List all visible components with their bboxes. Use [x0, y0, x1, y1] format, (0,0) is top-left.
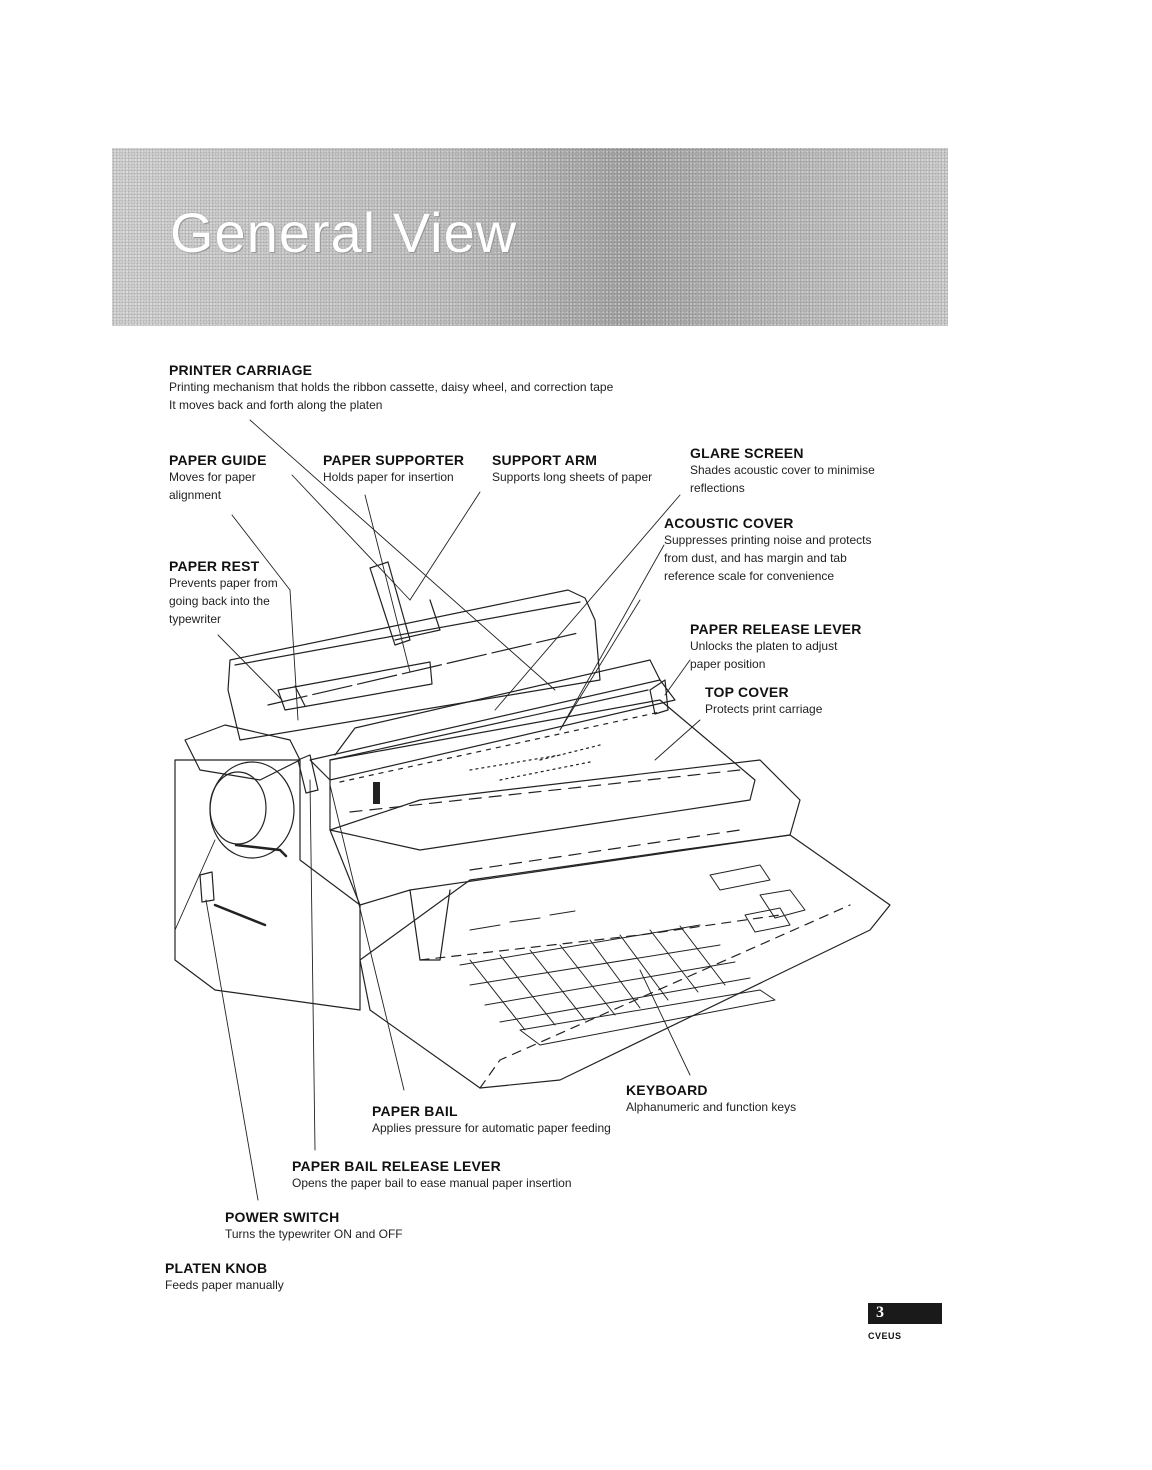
label-glare-screen	[690, 445, 910, 497]
keyboard-tray	[360, 835, 890, 1088]
power-switch-desc-1: Turns the typewriter ON and OFF	[225, 1227, 403, 1241]
paper-rest-desc-1: Prevents paper from	[169, 576, 278, 590]
label-paper-bail-release-lever	[292, 1158, 632, 1192]
printer-carriage-title: PRINTER CARRIAGE	[169, 362, 313, 378]
acoustic-cover-title: ACOUSTIC COVER	[664, 515, 794, 531]
label-top-cover	[705, 684, 885, 718]
label-acoustic-cover	[664, 515, 904, 585]
printer-carriage-desc-1: Printing mechanism that holds the ribbon cassette, daisy wheel, and correction tape	[169, 380, 614, 394]
paper-rest-desc-3: typewriter	[169, 612, 222, 626]
paper-supporter-desc-1: Holds paper for insertion	[323, 470, 454, 484]
label-paper-release-lever	[690, 621, 900, 673]
label-printer-carriage	[169, 362, 729, 414]
label-platen-knob	[165, 1260, 365, 1294]
support-arm-shape	[370, 562, 410, 645]
label-paper-guide	[169, 452, 309, 504]
glare-screen-desc-2: reflections	[690, 481, 745, 495]
label-support-arm	[492, 452, 682, 486]
label-paper-supporter	[323, 452, 493, 486]
label-power-switch	[225, 1209, 485, 1243]
glare-screen-desc-1: Shades acoustic cover to minimise	[690, 463, 875, 477]
acoustic-cover-desc-2: from dust, and has margin and tab	[664, 551, 847, 565]
paper-bail-release-lever-title: PAPER BAIL RELEASE LEVER	[292, 1158, 501, 1174]
paper-release-lever-desc-1: Unlocks the platen to adjust	[690, 639, 838, 653]
acoustic-cover-desc-3: reference scale for convenience	[664, 569, 835, 583]
paper-rest-title: PAPER REST	[169, 558, 260, 574]
support-arm-desc-1: Supports long sheets of paper	[492, 470, 653, 484]
paper-guide-desc-2: alignment	[169, 488, 222, 502]
paper-release-lever-title: PAPER RELEASE LEVER	[690, 621, 862, 637]
platen-knob-desc-1: Feeds paper manually	[165, 1278, 284, 1292]
paper-bail-title: PAPER BAIL	[372, 1103, 458, 1119]
paper-release-lever-desc-2: paper position	[690, 657, 766, 671]
paper-bail-desc-1: Applies pressure for automatic paper feeding	[372, 1121, 611, 1135]
acoustic-cover-desc-1: Suppresses printing noise and protects	[664, 533, 872, 547]
paper-guide-desc-1: Moves for paper	[169, 470, 256, 484]
paper-bail-release-lever-desc-1: Opens the paper bail to ease manual paper insertion	[292, 1176, 572, 1190]
platen-knob-title: PLATEN KNOB	[165, 1260, 268, 1276]
top-cover-title: TOP COVER	[705, 684, 789, 700]
body-right-side	[330, 760, 800, 905]
typewriter-body	[175, 760, 360, 1010]
label-paper-rest	[169, 558, 299, 628]
page-number: 3	[876, 1304, 884, 1321]
glare-screen-title: GLARE SCREEN	[690, 445, 804, 461]
power-switch-shape	[200, 872, 214, 902]
keyboard-desc-1: Alphanumeric and function keys	[626, 1100, 797, 1114]
paper-rest-desc-2: going back into the	[169, 594, 270, 608]
page-number-badge	[868, 1303, 942, 1324]
label-paper-bail	[372, 1103, 672, 1137]
power-switch-title: POWER SWITCH	[225, 1209, 340, 1225]
top-cover-desc-1: Protects print carriage	[705, 702, 823, 716]
paper-guide-title: PAPER GUIDE	[169, 452, 267, 468]
leader-lines	[175, 420, 700, 1200]
support-arm-title: SUPPORT ARM	[492, 452, 598, 468]
paper-supporter-title: PAPER SUPPORTER	[323, 452, 465, 468]
keyboard-title: KEYBOARD	[626, 1082, 708, 1098]
page-title: General View	[170, 201, 518, 264]
document-code: CVEUS	[868, 1331, 902, 1341]
printer-carriage-desc-2: It moves back and forth along the platen	[169, 398, 383, 412]
key-grid	[460, 865, 805, 1045]
release-lever-shape	[650, 680, 668, 714]
